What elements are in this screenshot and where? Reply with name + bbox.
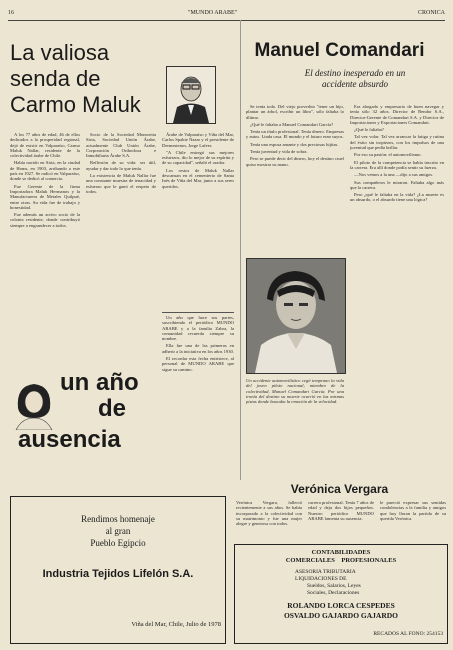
comandari-column-2: Era abogado y empresario de buen navegar y tenía sólo 32 años. Director de Bendor S.A., Director-Gerente de Comandari S.A. y Director de Importaciones y Exportaciones Comandari. ¿Qué le faltaba? Tal vez volar. Tal vez arrancar la fatiga y rutina del éxito sin tropiezos, con los impulsos de una juventud que pedía brillar. Por eso su pasión: el automovilismo. El piloto de la competencia se había inscrito en la carrera. Era allí donde podía sentir su fuerza. —Nos vemos a la una —dijo a sus amigos. Sus compañeros le miraron. Faltaba algo más que la carrera. Pero ¿qué le faltaba en la vida? ¿La muerte es un absurdo, o el absurdo tiene una lógica? <box>350 104 444 203</box>
ad-title-2: COMERCIALES PROFESIONALES <box>285 557 397 564</box>
anniversary-line-1: un año <box>60 369 139 396</box>
contabilidades-advertisement <box>234 544 448 644</box>
maluk-column-4: Un año que hace sus partes, suscribiendo el periódico MUNDO ARABE y a la familia Zahra, la comunidad recuerda siempre su nombre. Ella fue una de las primeras en adherir a la iniciativa en los años 1930. El recordar esta fecha entristece, al personal de MUNDO ARABE que sigue su camino. <box>162 312 234 487</box>
comandari-column-1: Se tenía todo. Del viejo proverbio "tener un hijo, plantar un árbol, escribir un libro", sólo faltaba lo último. ¿Qué le faltaba a Manuel Comandari García? Tenía un título profesional. Tenía dinero. Empresas y autos. Linda casa. El mundo y el futuro eran suyos. Tenía una esposa amante y dos preciosas hijitas. Tenía juventud y vida de sobra. Pero se puede decir del dinero, hoy el destino cruel quiso mostrar su mano. <box>246 104 344 167</box>
ad-name-1: ROLANDO LORCA CESPEDES <box>287 601 395 610</box>
maluk-column-3: Árabe de Valparaíso y Viña del Mar, Carlos Spahie Nazar y el presidente de Dermestenos, Jorge Lafeer. "A Chile entregó sus mejores esfuerzos, dio lo mejor de su espíritu y de su capacidad", señaló el orador. Los restos de Maluk Nallar descansan en el cementerio de Santa Inés de Viña del Mar, junto a sus seres queridos. <box>162 132 234 189</box>
column-divider <box>240 20 241 480</box>
ad-title-1: CONTABILIDADES <box>311 549 371 556</box>
ad-company-name: Industria Tejidos Lifelón S.A. <box>42 568 194 580</box>
ad-contact: RECADOS AL FONO: 254153 <box>373 631 443 637</box>
comandari-photo-caption: Un accidente automovilístico cegó temprano la vida del joven piloto nacional, miembro de la colectividad, Manuel Comandari García. Por una ironía del destino su muerte ocurrió en las mismas pistas donde buscaba la emoción de la velocidad. <box>246 378 344 405</box>
lifelon-advertisement <box>10 496 226 644</box>
anniversary-block <box>10 368 160 468</box>
anniversary-line-3: ausencia <box>18 426 121 453</box>
newspaper-title: "MUNDO ARABE" <box>188 10 238 16</box>
vergara-column-3: le pareció expresar sus sentidas condolencias a la familia y amigos que hoy lloran la partida de su querida Verónica. <box>380 500 446 521</box>
ad-line-1: Rendimos homenaje <box>81 514 155 524</box>
service-item: Sociales, Declaraciones <box>307 590 360 596</box>
ad-line-2: al gran <box>105 526 131 536</box>
running-header <box>8 8 445 21</box>
vergara-column-1: Verónica Vergara, falleció recientemente a sus años. Se había incorporado a la colectividad con su matrimonio y fue una mujer alegre y generosa con todos. <box>236 500 302 527</box>
maluk-column-1: A los 77 años de edad, 46 de ellos dedicados a la prosperidad regional, dejó de existir en Valparaíso, Carmo Maluk Nallar, residente de la colectividad árabe de Chile. Había nacido en Siria, en la ciudad de Homs, en 1903, arribando a este país en 1927. Se radicó en Valparaíso, donde se dedicó al comercio. Fue Gerente de la firma Importadora Maluk Hermanos y la Manufacturera de Metales Quilpué, entre otras. Su vida fue de trabajo y honestidad. Fue además un activo socio de la colonia residente, donde contribuyó siempre a engrandecer a todos. <box>10 132 80 228</box>
maluk-headline: La valiosa senda de Carmo Maluk <box>10 40 141 117</box>
section-name: CRONICA <box>417 10 445 16</box>
maluk-column-2: Socio de la Sociedad Monroeita Siria, Sociedad Unión Árabe, actualmente Club Unión Árabe, Corporación Orthodoxa e Inmobiliaria Árabe S.A. Reflexión de su vida: ser útil, ayudar y dar todo lo que tenía. La existencia de Maluk Nallar fue una constante muestra de tenacidad y esfuerzo que le ganó el respeto de todos. <box>86 132 156 194</box>
ad-name-2: OSVALDO GAJARDO GAJARDO <box>283 611 399 620</box>
service-item: ASESORIA TRIBUTARIA <box>295 569 356 575</box>
ad-services <box>295 569 435 597</box>
service-item: LIQUIDACIONES DE <box>295 576 347 582</box>
anniversary-line-2: de <box>98 395 127 422</box>
vergara-headline: Verónica Vergara <box>290 482 389 496</box>
service-item: Sueldos, Salarios, Leyes <box>307 583 361 589</box>
woman-portrait <box>12 378 56 430</box>
ad-footer: Viña del Mar, Chile, Julio de 1978 <box>131 621 221 628</box>
comandari-photo <box>246 258 346 374</box>
comandari-headline: Manuel Comandari <box>254 40 425 61</box>
comandari-subtitle: El destino inesperado en un accidente absurdo <box>304 68 406 89</box>
ad-line-3: Pueblo Egipcio <box>90 538 146 548</box>
page-number: 16 <box>8 10 14 16</box>
vergara-column-2: carrera profesional. Tenía 7 años de edad y deja dos hijos pequeños. Nuestro periódico MUNDO ARABE lamenta su ausencia. <box>308 500 374 521</box>
maluk-portrait <box>166 66 216 124</box>
